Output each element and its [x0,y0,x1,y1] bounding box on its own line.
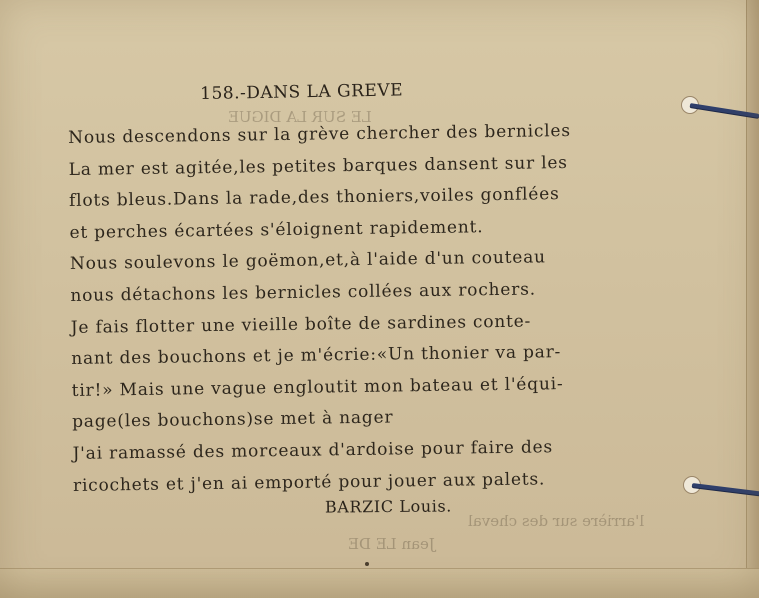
page-edge [746,0,759,598]
text-line: La mer est agitée,les petites barques dansent sur les [68,152,568,180]
show-through-text-top: LE SUR LA DIGUE [228,108,372,126]
show-through-name: Jean LE DE [348,535,435,553]
body-text [68,115,633,502]
text-line: nous détachons les bernicles collées aux rochers. [70,279,536,306]
text-line: et perches écartées s'éloignent rapidement. [69,216,484,243]
text-line: flots bleus.Dans la rade,des thoniers,voiles gonflées [68,184,560,212]
show-through-text-bottom: l'arrière sur des cheval [468,512,645,530]
text-line: Je fais flotter une vieille boîte de sardines conte- [70,311,532,338]
page-title: 158.-DANS LA GREVE [200,80,404,104]
text-line: nant des bouchons et je m'écrie:«Un thonier va par- [71,342,562,370]
text-line: J'ai ramassé des morceaux d'ardoise pour faire des [72,437,554,464]
text-line: tir!» Mais une vague engloutit mon bateau et l'équi- [71,373,564,401]
text-line: page(les bouchons)se met à nager [72,407,394,433]
ink-dot [365,562,369,566]
text-line: Nous descendons sur la grève chercher des bernicles [68,120,571,148]
text-line: Nous soulevons le goëmon,et,à l'aide d'un couteau [69,247,546,275]
page-fold [0,568,759,598]
text-line: ricochets et j'en ai emporté pour jouer aux palets. [72,468,546,496]
signature: BARZIC Louis. [324,496,452,517]
